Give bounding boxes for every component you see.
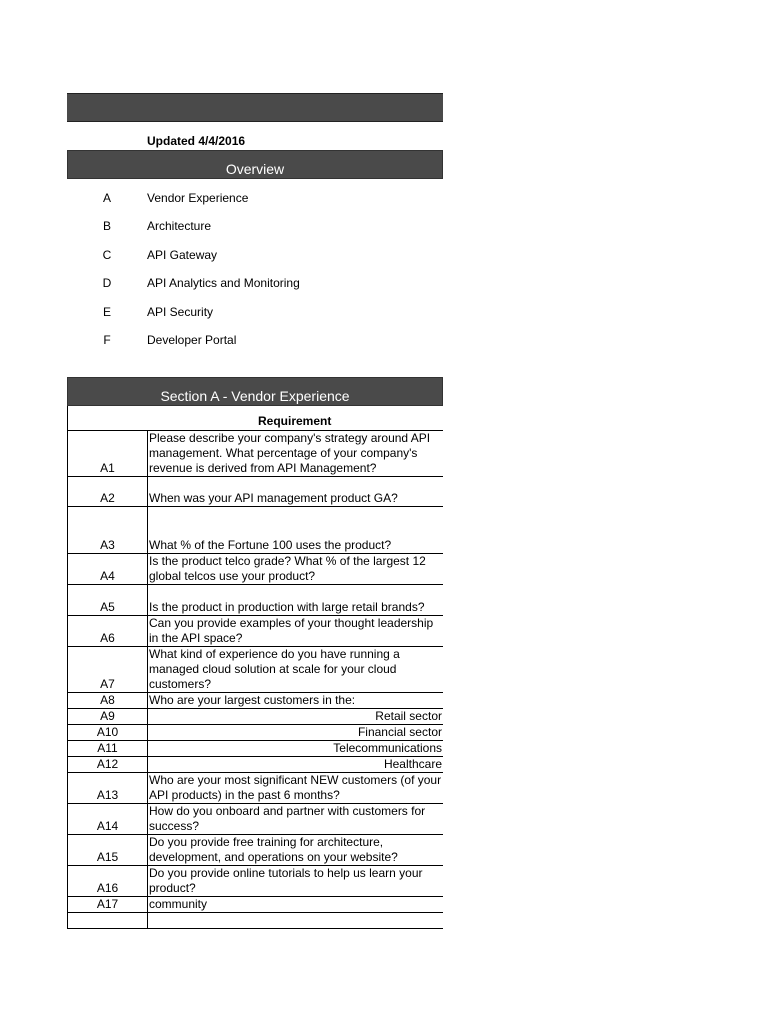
row-question: Is the product in production with large retail brands? <box>148 585 444 616</box>
row-question: Healthcare <box>148 757 444 773</box>
row-id: A9 <box>68 709 148 725</box>
section-a-heading: Section A - Vendor Experience <box>67 377 443 406</box>
row-question: Who are your most significant NEW customers (of your API products) in the past 6 months? <box>149 773 442 802</box>
row-id: A5 <box>68 585 148 616</box>
overview-item-label: Developer Portal <box>147 333 237 347</box>
overview-item <box>67 302 443 322</box>
table-row <box>68 647 444 693</box>
overview-item-label: API Security <box>147 305 214 319</box>
row-id: A8 <box>68 693 148 709</box>
row-id <box>68 913 148 929</box>
table-row <box>68 616 444 647</box>
row-id: A15 <box>68 835 148 866</box>
row-question: Do you provide free training for architecture, development, and operations on your website? <box>148 835 444 866</box>
overview-item-letter: E <box>102 305 111 319</box>
row-question: What % of the Fortune 100 uses the product? <box>148 507 444 554</box>
row-question <box>148 913 444 929</box>
table-row <box>68 741 444 757</box>
requirements-table <box>67 430 443 929</box>
row-question: community <box>148 897 444 913</box>
overview-item <box>67 245 443 265</box>
row-id: A2 <box>68 477 148 507</box>
table-row <box>68 725 444 741</box>
row-question: Who are your largest customers in the: <box>148 693 444 709</box>
overview-item <box>67 273 443 293</box>
overview-item-label: Architecture <box>147 219 212 233</box>
table-row <box>68 693 444 709</box>
table-row <box>68 897 444 913</box>
row-question: Can you provide examples of your thought leadership in the API space? <box>148 616 444 647</box>
requirement-header-label: Requirement <box>258 414 332 428</box>
table-row <box>68 804 444 835</box>
row-id: A12 <box>68 757 148 773</box>
row-id: A11 <box>68 741 148 757</box>
table-row <box>68 431 444 477</box>
row-question: How do you onboard and partner with customers for success? <box>148 804 444 835</box>
table-row <box>68 709 444 725</box>
row-id: A17 <box>68 897 148 913</box>
row-question: When was your API management product GA? <box>148 477 444 507</box>
overview-item-letter: B <box>102 219 111 233</box>
overview-item-label: Vendor Experience <box>147 191 249 205</box>
row-id: A4 <box>68 554 148 585</box>
row-id: A16 <box>68 866 148 897</box>
table-row <box>68 554 444 585</box>
table-row <box>68 866 444 897</box>
row-id: A3 <box>68 507 148 554</box>
row-id: A6 <box>68 616 148 647</box>
row-question: What kind of experience do you have running a managed cloud solution at scale for your cloud customers? <box>148 647 444 693</box>
table-row <box>68 835 444 866</box>
title-bar <box>67 93 443 122</box>
table-row <box>68 585 444 616</box>
row-id: A7 <box>68 647 148 693</box>
table-row <box>68 913 444 929</box>
overview-item <box>67 216 443 236</box>
row-id: A1 <box>68 431 148 477</box>
overview-item <box>67 330 443 350</box>
updated-date: Updated 4/4/2016 <box>147 134 246 148</box>
row-question: Do you provide online tutorials to help us learn your product? <box>148 866 444 897</box>
overview-item-letter: F <box>103 333 111 347</box>
row-id: A13 <box>68 773 148 804</box>
table-row <box>68 773 444 804</box>
row-question: Is the product telco grade? What % of the largest 12 global telcos use your product? <box>148 554 444 585</box>
table-row <box>68 757 444 773</box>
overview-item-letter: A <box>102 191 111 205</box>
overview-item-label: API Gateway <box>147 248 218 262</box>
table-row <box>68 477 444 507</box>
overview-item <box>67 188 443 208</box>
row-id: A14 <box>68 804 148 835</box>
row-question: Retail sector <box>148 709 444 725</box>
overview-item-letter: D <box>102 276 112 290</box>
row-question: Please describe your company's strategy around API management. What percentage of your company's revenue is derived from API Management? <box>148 431 444 477</box>
overview-item-label: API Analytics and Monitoring <box>147 276 300 290</box>
overview-item-letter: C <box>102 248 112 262</box>
requirement-column-header <box>67 406 443 430</box>
row-question: Telecommunications <box>148 741 444 757</box>
row-id: A10 <box>68 725 148 741</box>
table-row <box>68 507 444 554</box>
row-question: Financial sector <box>148 725 444 741</box>
overview-heading: Overview <box>67 150 443 179</box>
